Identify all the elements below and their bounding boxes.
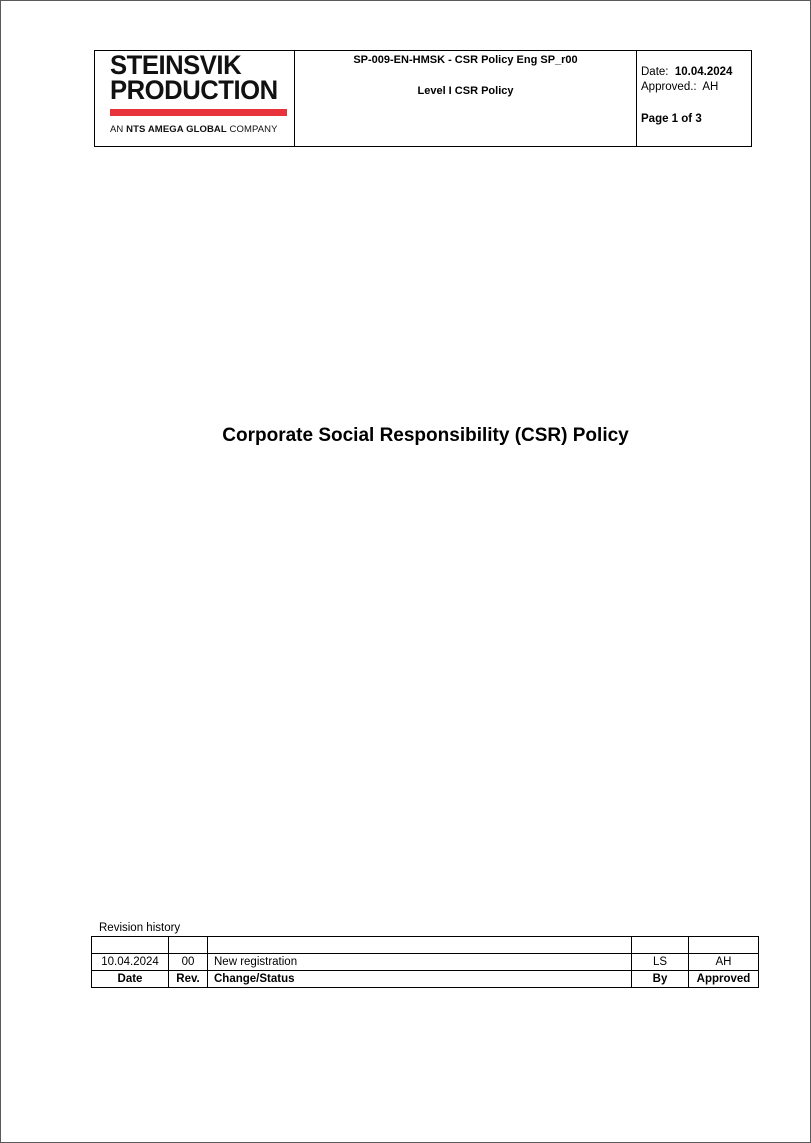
date-value: 10.04.2024 (674, 66, 733, 78)
cell-date (92, 937, 169, 954)
cell-change: New registration (208, 954, 632, 971)
approved-label: Approved.: (641, 81, 697, 93)
column-header-rev: Rev. (169, 971, 208, 988)
document-code: SP-009-EN-HMSK - CSR Policy Eng SP_r00 (353, 54, 578, 66)
logo-cell (95, 51, 295, 147)
cell-approved (689, 937, 759, 954)
cell-change (208, 937, 632, 954)
logo-tag-suffix: COMPANY (229, 124, 278, 135)
column-header-date: Date (92, 971, 169, 988)
cell-date: 10.04.2024 (92, 954, 169, 971)
document-title: Corporate Social Responsibility (CSR) Policy (222, 425, 629, 446)
document-header (94, 50, 752, 147)
logo-text-line2: PRODUCTION (110, 75, 278, 105)
logo-tag-brand: NTS AMEGA GLOBAL (126, 124, 227, 135)
company-logo (110, 50, 290, 135)
logo-text-line1: STEINSVIK (110, 50, 242, 80)
date-label: Date: (641, 66, 669, 78)
logo-tagline (110, 124, 290, 135)
revision-history-caption: Revision history (99, 922, 181, 934)
logo-tag-prefix: AN (110, 124, 124, 135)
date-row (641, 65, 751, 80)
logo-accent-bar (110, 109, 287, 116)
revision-history-table (91, 936, 759, 988)
cell-by (632, 937, 689, 954)
document-id-cell (295, 51, 637, 147)
cell-rev (169, 937, 208, 954)
cell-by: LS (632, 954, 689, 971)
table-row (92, 937, 759, 954)
column-header-change: Change/Status (208, 971, 632, 988)
page-number: Page 1 of 3 (641, 113, 702, 125)
approved-value: AH (702, 81, 719, 93)
table-header-row (92, 971, 759, 988)
cell-approved: AH (689, 954, 759, 971)
column-header-approved: Approved (689, 971, 759, 988)
approved-row (641, 80, 751, 95)
cell-rev: 00 (169, 954, 208, 971)
table-row (92, 954, 759, 971)
column-header-by: By (632, 971, 689, 988)
document-level: Level I CSR Policy (417, 85, 514, 97)
document-meta-cell (637, 51, 752, 147)
